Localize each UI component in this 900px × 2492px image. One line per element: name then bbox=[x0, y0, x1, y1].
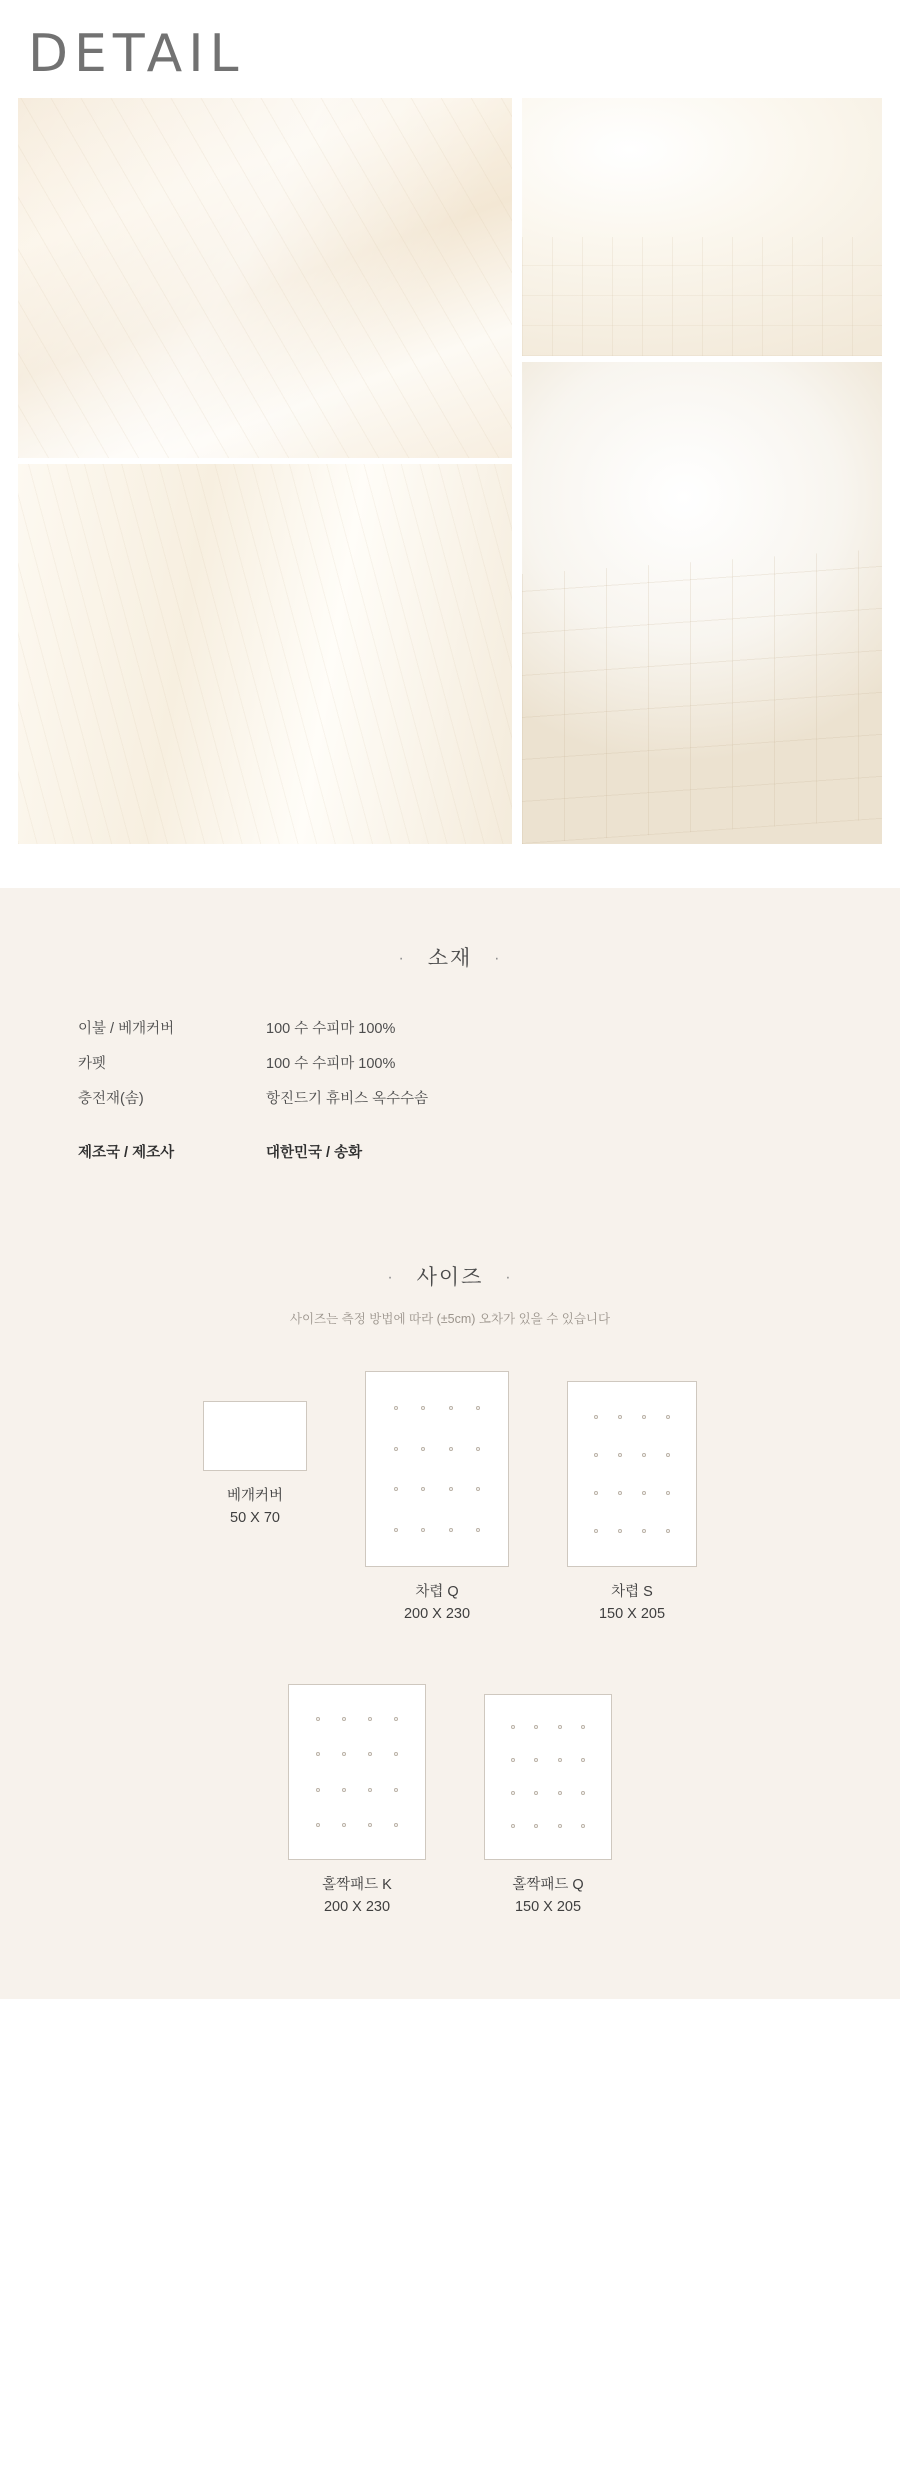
size-label: 베개커버 bbox=[226, 1488, 284, 1504]
photo-image bbox=[522, 362, 882, 844]
quilt-dot bbox=[421, 1447, 425, 1451]
decor-dot-left: · bbox=[398, 950, 406, 968]
quilt-dot bbox=[342, 1717, 346, 1721]
spec-panel bbox=[0, 888, 900, 1999]
quilt-dot bbox=[594, 1491, 598, 1495]
quilt-dot bbox=[394, 1528, 398, 1532]
quilt-dot bbox=[421, 1528, 425, 1532]
material-key: 이불 / 베개커버 bbox=[78, 1021, 175, 1037]
quilt-dot bbox=[449, 1447, 453, 1451]
quilt-dot-grid bbox=[382, 1388, 492, 1550]
quilt-dot bbox=[368, 1752, 372, 1756]
size-heading-text: 사이즈 bbox=[416, 1266, 484, 1289]
size-caption bbox=[288, 1874, 426, 1919]
quilt-dot bbox=[368, 1788, 372, 1792]
size-label: 홀짝패드 Q bbox=[512, 1876, 584, 1893]
quilt-dot bbox=[511, 1824, 515, 1828]
quilt-dot bbox=[581, 1725, 585, 1729]
origin-value: 대한민국 / 송화 bbox=[266, 1145, 363, 1161]
quilt-dot bbox=[394, 1788, 398, 1792]
quilt-dot bbox=[394, 1823, 398, 1827]
quilt-dot bbox=[581, 1791, 585, 1795]
quilt-dot bbox=[449, 1406, 453, 1410]
quilt-dot bbox=[394, 1406, 398, 1410]
size-note: 사이즈는 측정 방법에 따라 (±5cm) 오차가 있을 수 있습니다 bbox=[289, 1312, 611, 1326]
size-caption bbox=[484, 1874, 612, 1919]
material-key: 충전재(솜) bbox=[78, 1091, 144, 1107]
decor-dot-left: · bbox=[387, 1269, 395, 1287]
quilt-dot bbox=[534, 1824, 538, 1828]
quilt-dot bbox=[476, 1487, 480, 1491]
quilt-dot bbox=[558, 1824, 562, 1828]
quilt-dot bbox=[666, 1491, 670, 1495]
quilt-dot bbox=[476, 1528, 480, 1532]
page-title: DETAIL bbox=[28, 24, 245, 84]
quilt-dot bbox=[666, 1453, 670, 1457]
charyeop-q-diagram bbox=[365, 1371, 509, 1567]
quilt-dot-grid bbox=[501, 1711, 595, 1843]
photo-gallery bbox=[0, 98, 900, 888]
quilt-dot bbox=[534, 1758, 538, 1762]
quilt-dot bbox=[449, 1487, 453, 1491]
quilt-dot bbox=[594, 1415, 598, 1419]
holjjak-pad-k-diagram bbox=[288, 1684, 426, 1860]
quilt-dot bbox=[421, 1487, 425, 1491]
quilt-dot bbox=[342, 1788, 346, 1792]
quilt-dot bbox=[476, 1447, 480, 1451]
photo-image bbox=[18, 98, 512, 458]
size-row-top bbox=[0, 1371, 900, 1626]
quilt-dot bbox=[511, 1791, 515, 1795]
quilt-dot bbox=[316, 1717, 320, 1721]
material-value: 항진드기 휴비스 옥수수솜 bbox=[266, 1091, 429, 1107]
duvet-folded-corner-photo bbox=[18, 98, 512, 458]
size-caption bbox=[365, 1581, 509, 1626]
quilt-dot bbox=[618, 1453, 622, 1457]
quilt-dot bbox=[666, 1415, 670, 1419]
quilt-dot bbox=[558, 1758, 562, 1762]
quilt-dot bbox=[594, 1529, 598, 1533]
size-item-pillowcase bbox=[203, 1401, 307, 1626]
material-table bbox=[78, 1010, 538, 1169]
quilt-dot bbox=[666, 1529, 670, 1533]
quilt-dot bbox=[558, 1725, 562, 1729]
pillowcase-diagram bbox=[203, 1401, 307, 1471]
size-item-charyeop-q bbox=[365, 1371, 509, 1626]
quilt-dot bbox=[368, 1717, 372, 1721]
quilt-dot bbox=[618, 1415, 622, 1419]
quilt-dot bbox=[449, 1528, 453, 1532]
quilt-dot bbox=[316, 1752, 320, 1756]
pillow-on-pad-photo bbox=[522, 98, 882, 356]
quilt-dot bbox=[421, 1406, 425, 1410]
decor-dot-right: · bbox=[505, 1269, 513, 1287]
quilt-dot bbox=[316, 1788, 320, 1792]
table-row bbox=[78, 1045, 538, 1080]
size-dimension: 150 X 205 bbox=[598, 1606, 666, 1623]
size-dimension: 200 X 230 bbox=[323, 1899, 391, 1916]
size-dimension: 150 X 205 bbox=[514, 1899, 582, 1916]
size-row-bottom bbox=[0, 1684, 900, 1919]
quilt-dot bbox=[618, 1529, 622, 1533]
material-value: 100 수 수피마 100% bbox=[266, 1021, 396, 1037]
size-label: 차렵 Q bbox=[415, 1584, 459, 1600]
quilt-dot bbox=[476, 1406, 480, 1410]
quilt-dot bbox=[511, 1725, 515, 1729]
pillow-quilted-pad-photo bbox=[522, 362, 882, 844]
quilt-dot-grid bbox=[305, 1701, 409, 1843]
size-dimension: 50 X 70 bbox=[230, 1510, 280, 1527]
size-item-holjjak-pad-k bbox=[288, 1684, 426, 1919]
quilt-dot bbox=[642, 1491, 646, 1495]
decor-dot-right: · bbox=[494, 950, 502, 968]
quilt-dot-grid bbox=[584, 1398, 680, 1550]
quilt-dot bbox=[618, 1491, 622, 1495]
quilt-dot bbox=[581, 1824, 585, 1828]
size-label: 홀짝패드 K bbox=[322, 1876, 392, 1893]
size-section-title bbox=[0, 1261, 900, 1291]
size-label: 차렵 S bbox=[611, 1584, 653, 1600]
material-value: 100 수 수피마 100% bbox=[266, 1056, 396, 1072]
photo-image bbox=[18, 464, 512, 844]
table-row bbox=[78, 1080, 538, 1115]
table-row bbox=[78, 1010, 538, 1045]
size-section bbox=[0, 1261, 900, 1919]
material-key: 카펫 bbox=[78, 1056, 107, 1072]
quilt-dot bbox=[534, 1725, 538, 1729]
size-item-charyeop-s bbox=[567, 1381, 697, 1626]
quilt-dot bbox=[394, 1752, 398, 1756]
quilt-dot bbox=[581, 1758, 585, 1762]
quilt-dot bbox=[342, 1752, 346, 1756]
quilt-dot bbox=[642, 1529, 646, 1533]
holjjak-pad-q-diagram bbox=[484, 1694, 612, 1860]
quilt-dot bbox=[534, 1791, 538, 1795]
origin-key: 제조국 / 제조사 bbox=[78, 1145, 175, 1161]
size-item-holjjak-pad-q bbox=[484, 1694, 612, 1919]
table-row-origin bbox=[78, 1115, 538, 1169]
size-caption bbox=[567, 1581, 697, 1626]
material-section-title bbox=[0, 942, 900, 972]
charyeop-s-diagram bbox=[567, 1381, 697, 1567]
material-heading-text: 소재 bbox=[427, 947, 473, 970]
quilt-dot bbox=[316, 1823, 320, 1827]
quilt-dot bbox=[511, 1758, 515, 1762]
quilt-dot bbox=[394, 1447, 398, 1451]
quilt-dot bbox=[394, 1717, 398, 1721]
quilt-dot bbox=[368, 1823, 372, 1827]
quilt-dot bbox=[642, 1453, 646, 1457]
detail-header bbox=[0, 0, 900, 98]
photo-image bbox=[522, 98, 882, 356]
size-diagrams bbox=[0, 1371, 900, 1919]
quilt-dot bbox=[594, 1453, 598, 1457]
quilt-dot bbox=[342, 1823, 346, 1827]
quilt-dot bbox=[642, 1415, 646, 1419]
fabric-texture-photo bbox=[18, 464, 512, 844]
quilt-dot bbox=[394, 1487, 398, 1491]
quilt-dot bbox=[558, 1791, 562, 1795]
size-dimension: 200 X 230 bbox=[403, 1606, 471, 1623]
size-caption bbox=[203, 1485, 307, 1530]
